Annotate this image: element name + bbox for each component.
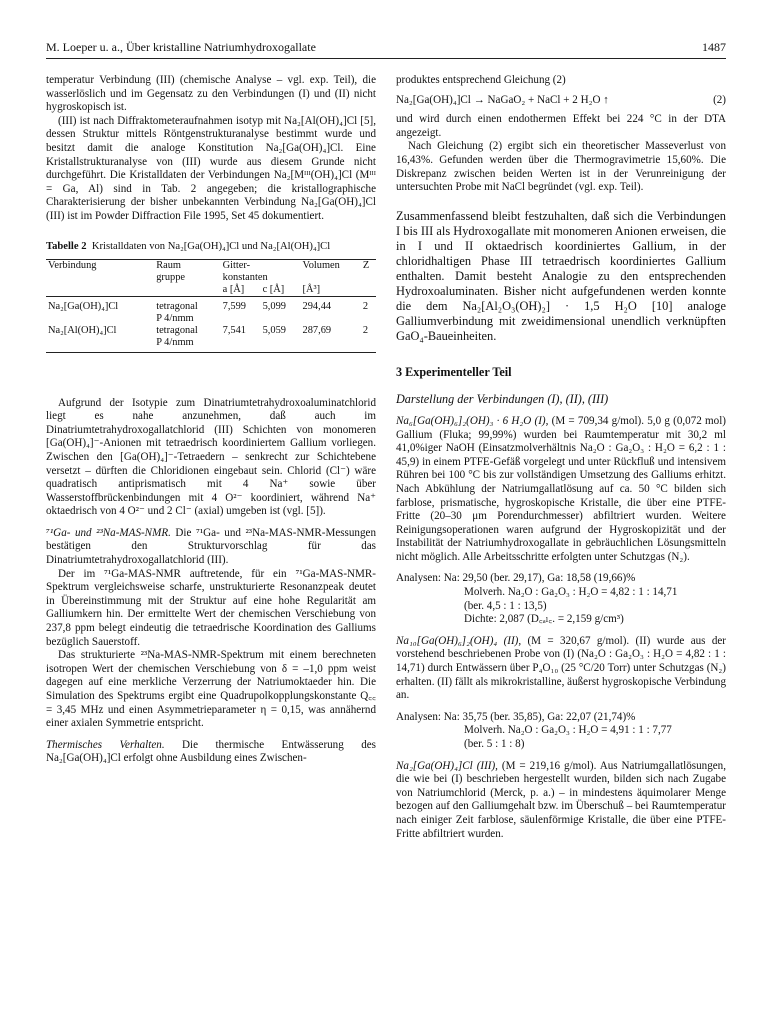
table-caption-label: Tabelle 2 (46, 240, 87, 252)
table-row: P 4/nmm (156, 312, 194, 324)
paragraph: produktes entsprechend Gleichung (2) (396, 74, 566, 86)
crystal-data-table (46, 259, 376, 353)
equation-number: (2) (713, 93, 726, 106)
equation-2 (396, 94, 726, 108)
th-vol-unit: [Å³] (301, 284, 361, 297)
table-row: Na₂[Al(OH)₄]Cl tetragonal 7,541 5,059 287,69 2 (48, 324, 369, 336)
section-heading: 3 Experimenteller Teil (396, 364, 512, 379)
compound-label: Na₁₀[Ga(OH)₆]₂(OH)₄ (II), (396, 634, 522, 647)
paragraph: Na₂[Ga(OH)₄]Cl (III), (M = 219,16 g/mol). Aus Natriumgallatlösungen, die wie bei (I) beschrieben hergestellt wurden, bilden sich nach Zugabe von Natriumchlorid (Merck, p. a.) – in mindestens äquimolarer Menge bezogen auf den Galliumgehalt bzw. im Überschuß – bei Raumtemperatur nach einiger Zeit farblose, säulenförmige Kristalle, die über eine PTFE-Fritte abfiltriert wurden. (396, 759, 726, 840)
paragraph: temperatur Verbindung (III) (chemische Analyse – vgl. exp. Teil), die wasserlöslich und im Gegensatz zu den Verbindungen (I) und (II) nicht hygroskopisch ist. (46, 74, 376, 114)
paragraph: Nach Gleichung (2) ergibt sich ein theoretischer Masseverlust von 16,43%. Gefunden werden über die Thermogravimetrie 15,60%. Die Diskrepanz zwischen beiden Werten ist in der Verunreinigung der untersuchten Probe mit NaCl begründet (vgl. exp. Teil). (396, 140, 726, 194)
paragraph: Na₆[Ga(OH)₆]₂(OH)₃ · 6 H₂O (I), (M = 709,34 g/mol). 5,0 g (0,072 mol) Gallium (Fluka; 99,99%) wurden bei Raumtemperatur mit 30,2 ml 41,0%iger NaOH (Einsatzmolverhältnis Na₂O : Ga₂O₃ : H₂O = 6,2 : 1 : 45,9) in einem PTFE-Gefäß vorgelegt und unter Rückfluß und intensivem Rühren bei 100 °C bis zur vollständigen Umsetzung des Galliums erhitzt. Nach Abkühlung der Natriumgallatlösung auf ca. 50 °C bilden sich farblose, prismatische, hygroskopische Kristalle, die über eine PTFE-Fritte (20–30 μm Porendurchmesser) abfiltriert wurden. Weitere Reinigungsoperationen waren aufgrund der Hygroskopizität und der Instabilität der Natriumhydroxogallate in gebräuchlichen Lösungsmitteln nicht möglich. Alle Arbeitsschritte erfolgten unter Schutzgas (N₂). (396, 414, 726, 563)
th-z: Z (361, 259, 376, 272)
th-gruppe: gruppe (156, 271, 186, 283)
paragraph: Der im ⁷¹Ga-MAS-NMR auftretende, für ein ⁷¹Ga-MAS-NMR-Spektrum vergleichsweise scharfe, unstrukturierte Resonanzpeak deutet in Übereinstimmung mit der Struktur auf eine hohe Regularität am Galliumkern hin. Der ermittelte Wert der chemischen Verschiebung von 237,8 ppm belegt eindeutig die tetraedrische Koordination des Galliums bezüglich Sauerstoff. (46, 567, 376, 648)
analysis-block: Analysen: Na: 35,75 (ber. 35,85), Ga: 22,07 (21,74)% Molverh. Na₂O : Ga₂O₃ : H₂O = 4,91 : 1 : 7,77 (ber. 5 : 1 : 8) (396, 710, 672, 750)
running-header (46, 40, 726, 55)
page-number: 1487 (702, 40, 726, 54)
th-gitter: Gitter- (221, 259, 301, 272)
compound-label: Na₆[Ga(OH)₆]₂(OH)₃ · 6 H₂O (I), (396, 414, 549, 427)
table-caption-text: Kristalldaten von Na₂[Ga(OH)₄]Cl und Na₂[Al(OH)₄]Cl (91, 240, 331, 252)
paragraph: Na₁₀[Ga(OH)₆]₂(OH)₄ (II), (M = 320,67 g/mol). (II) wurde aus der vorstehend beschriebenen Probe von (I) (Na₂O : Ga₂O₃ : H₂O = 4,82 : 1 : 14,71) durch Entwässern über P₄O₁₀ (25 °C/20 Torr) unter Schutzgas (N₂) erhalten. (II) fällt als mikrokristalline, äußerst hygroskopische Verbindung an. (396, 634, 726, 702)
th-konstanten: konstanten (222, 271, 268, 283)
analysis-block: Analysen: Na: 29,50 (ber. 29,17), Ga: 18,58 (19,66)% Molverh. Na₂O : Ga₂O₃ : H₂O = 4,82 : 1 : 14,71 (ber. 4,5 : 1 : 13,5) Dichte: 2,087 (D꜀ₐₗ꜀. = 2,159 g/cm³) (396, 572, 678, 626)
left-column (46, 74, 376, 766)
th-raum: Raum (154, 259, 220, 272)
subsection-heading: Darstellung der Verbindungen (I), (II), (III) (396, 392, 609, 407)
run-in-heading: Thermisches Verhalten. (46, 738, 165, 751)
table-row: P 4/nmm (46, 337, 376, 353)
th-a: a [Å] (221, 284, 261, 297)
equation: Na₂[Ga(OH)₄]Cl → NaGaO₂ + NaCl + 2 H₂O ↑ (396, 93, 609, 106)
paragraph: und wird durch einen endothermen Effekt bei 224 °C in der DTA angezeigt. (396, 113, 726, 139)
table-row: Na₂[Ga(OH)₄]Cl tetragonal 7,599 5,099 294,44 2 (48, 300, 369, 312)
paragraph: Thermisches Verhalten. Die thermische Entwässerung des Na₂[Ga(OH)₄]Cl erfolgt ohne Ausbildung eines Zwischen- (46, 738, 376, 765)
running-title: M. Loeper u. a., Über kristalline Natriumhydroxogallate (46, 40, 316, 54)
th-c: c [Å] (261, 284, 301, 297)
paragraph: Aufgrund der Isotypie zum Dinatriumtetrahydroxoaluminatchlorid liegt es nahe anzunehmen, daß auch im Dinatriumtetrahydroxogallatchlorid (III) Schichten von monomeren [Ga(OH)₄]⁻-Anionen mit tetraedrisch koordiniertem Gallium vorliegen. Zwischen den [Ga(OH)₄]⁻-Tetraedern – senkrecht zur Schichtebene versetzt – dürften die Chloridionen eingebaut sein. Chlorid (Cl⁻) wäre quadratisch antiprismatisch mit 4 Na⁺ sowie über Wasserstoffbrückenbindungen mit 4 O²⁻ koordiniert, während Na⁺ oktaedrisch von 4 O²⁻ und 2 Cl⁻ (axial) umgeben ist (vgl. [5]). (46, 396, 376, 518)
summary-paragraph: Zusammenfassend bleibt festzuhalten, daß sich die Verbindungen I bis III als Hydroxogallate mit monomeren Anionen erweisen, die in I und II oktaedrisch koordiniertes Gallium, in der chloridhaltigen Phase III tetraedrisch koordiniertes Gallium enthalten. Damit besteht Analogie zu den entsprechenden Hydroxoaluminaten. Bisher nicht aufgefundenen werden konnte die dem Na₂[Al₂O₃(OH)₂] · 1,5 H₂O [10] analoge Galliumverbindung mit zweidimensional unendlich verknüpften GaO₄-Baueinheiten. (396, 208, 726, 343)
table-caption (46, 240, 376, 253)
paragraph: ⁷¹Ga- und ²³Na-MAS-NMR. Die ⁷¹Ga- und ²³Na-MAS-NMR-Messungen bestätigen den Strukturvorschlag für das Dinatriumtetrahydroxogallatchlorid (III). (46, 526, 376, 567)
paragraph: Das strukturierte ²³Na-MAS-NMR-Spektrum mit einem berechneten isotropen Wert der chemischen Verschiebung von δ = –1,0 ppm weist dagegen auf eine merkliche Verzerrung der Natriumoktaeder hin. Die Simulation des Spektrums ergibt eine Quadrupolkopplungskonstante Q꜀꜀ = 3,45 MHz und einen Asymmetrieparameter η = 0,15, was annähernd einer axialen Symmetrie entspricht. (46, 649, 376, 730)
run-in-heading: ⁷¹Ga- und ²³Na-MAS-NMR. (46, 526, 171, 539)
right-column (396, 74, 726, 841)
compound-label: Na₂[Ga(OH)₄]Cl (III), (396, 759, 498, 772)
header-rule (46, 58, 726, 59)
th-verbindung: Verbindung (46, 259, 154, 272)
th-volumen: Volumen (301, 259, 361, 272)
paragraph: (III) ist nach Diffraktometeraufnahmen isotyp mit Na₂[Al(OH)₄]Cl [5], dessen Struktur mittels Röntgenstrukturanalyse bestimmt wurde und besitzt damit die analoge Konstitution Na₂[Ga(OH)₄]Cl. Eine Kristallstrukturanalyse von (III) wurde aus diesem Grunde nicht durchgeführt. Die Kristalldaten der Verbindungen Na₂[Mᴵᴵᴵ(OH)₄]Cl (Mᴵᴵᴵ = Ga, Al) sind in Tab. 2 angegeben; die kristallographische Charakterisierung der bisher unbekannten Verbindung Na₂[Ga(OH)₄]Cl (III) ist im Powder Diffraction File 1995, Set 45 dokumentiert. (46, 114, 376, 222)
